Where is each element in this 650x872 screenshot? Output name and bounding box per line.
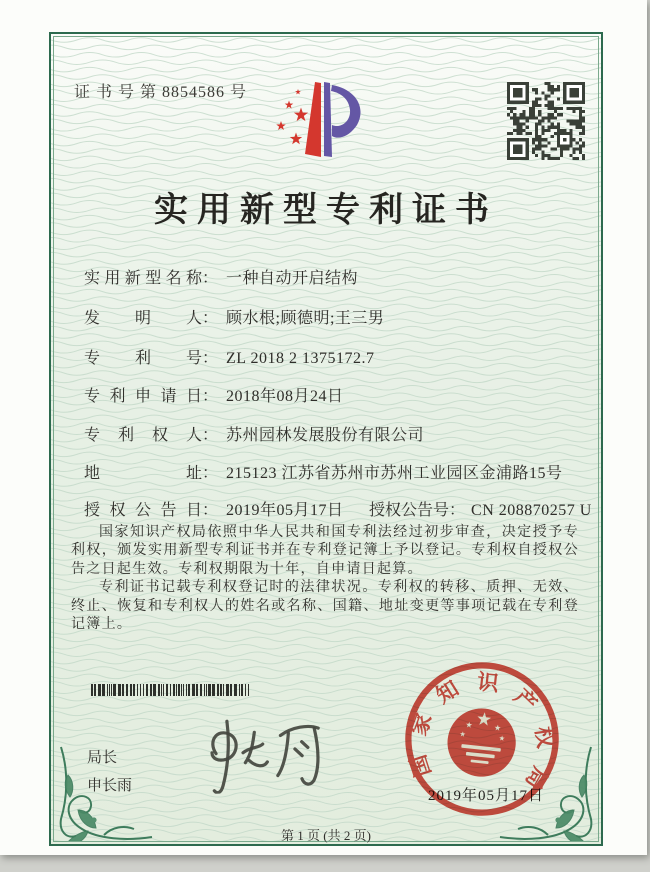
field-colon: ： [202,270,219,287]
certificate-number: 证 书 号 第 8854586 号 [74,84,248,101]
field-row [84,460,575,483]
signer-title: 局长 [87,750,118,766]
logo-wedge [305,82,321,157]
body-paragraph: 国家知识产权局依照中华人民共和国专利法经过初步审查，决定授予专利权，颁发实用新型专利证书并在专利登记簿上予以登记。专利权自授权公告之日起生效。专利权期限为十年，自申请日起算。 [71,525,579,577]
seal-emblem [444,705,519,780]
cnipa-logo [274,77,374,159]
field-value: ZL 2018 2 1375172.7 [226,350,375,367]
svg-text:家: 家 [406,710,438,740]
field-value: 2018年08月24日 [226,388,344,405]
certificate-title: 实用新型专利证书 [154,192,498,229]
signer-name: 申长雨 [87,778,133,794]
field-row [84,422,575,445]
svg-text:国: 国 [406,751,437,780]
body-paragraph: 专利证书记载专利权登记时的法律状况。专利权的转移、质押、无效、终止、恢复和专利权人的姓名或名称、国籍、地址变更等事项记载在专利登记簿上。 [71,580,579,633]
field-row [84,265,575,288]
grant-value: CN 208870257 U [471,502,592,519]
field-label: 地址 [84,465,202,482]
field-colon: ： [202,427,219,444]
field-row [84,345,575,368]
field-value: 215123 江苏省苏州市苏州工业园区金浦路15号 [226,465,563,482]
field-label: 专利号 [84,350,202,367]
field-label: 实用新型名称 [84,270,202,287]
official-seal [395,652,569,826]
svg-text:识: 识 [475,669,500,697]
field-value: 一种自动开启结构 [226,270,359,287]
svg-text:知: 知 [432,676,464,710]
grant-colon: ： [449,502,466,519]
field-row-grant [84,497,592,520]
field-label: 专利申请日 [84,388,202,405]
field-label: 专利权人 [84,427,202,444]
field-colon: ： [202,310,219,327]
field-colon: ： [202,350,219,367]
seal-date: 2019年05月17日 [427,788,544,804]
grant-label: 授权公告号 [369,502,450,519]
field-value: 2019年05月17日 [226,502,344,519]
field-label: 发明人 [84,310,202,327]
field-value: 苏州园林发展股份有限公司 [226,427,425,444]
field-row [84,383,575,406]
field-colon: ： [202,502,219,519]
signature-handwritten [188,709,341,794]
logo-stars [276,89,308,144]
barcode [91,684,251,696]
grant-number [369,497,592,520]
logo-p-bowl [331,85,361,138]
certificate-frame [49,32,603,846]
field-label: 授权公告日 [84,502,202,519]
svg-text:局: 局 [519,762,553,794]
field-value: 顾水根;顾德明;王三男 [226,310,385,327]
signer-block [87,744,132,800]
qr-code [507,82,585,160]
field-row [84,305,575,328]
page-footer: 第 1 页 (共 2 页) [281,828,371,843]
field-colon: ： [202,388,219,405]
logo-p-bar [324,82,332,157]
field-colon: ： [202,465,219,482]
svg-text:产: 产 [508,684,542,718]
legal-text [71,524,579,634]
svg-text:权: 权 [529,724,558,750]
